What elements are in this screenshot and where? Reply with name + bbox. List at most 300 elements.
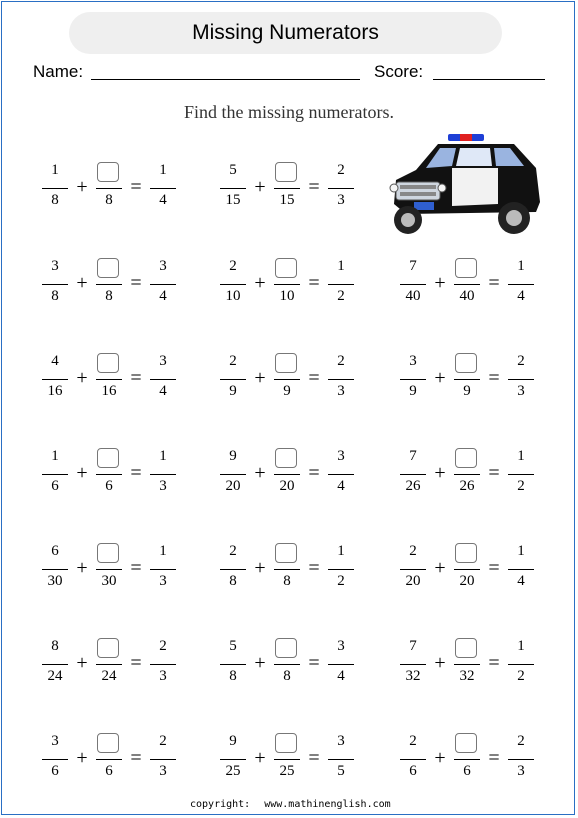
fraction-bar: [274, 188, 300, 189]
fraction-bar: [400, 379, 426, 380]
fraction-bar: [42, 284, 68, 285]
missing-fraction: [454, 541, 480, 601]
equals-sign: =: [488, 557, 500, 579]
denominator: 8: [229, 573, 237, 589]
plus-sign: +: [254, 462, 266, 484]
given-fraction: [400, 351, 426, 411]
answer-box[interactable]: [275, 162, 297, 182]
denominator: 32: [405, 668, 421, 684]
equals-sign: =: [308, 557, 320, 579]
missing-fraction: [454, 731, 480, 791]
fraction-bar: [508, 664, 534, 665]
given-fraction: [220, 256, 246, 316]
fraction-bar: [508, 284, 534, 285]
numerator: 9: [229, 448, 237, 464]
plus-sign: +: [434, 272, 446, 294]
missing-fraction: [274, 256, 300, 316]
numerator: 4: [51, 353, 59, 369]
numerator: 3: [337, 638, 345, 654]
fraction-bar: [508, 379, 534, 380]
denominator: 4: [517, 288, 525, 304]
fraction-bar: [220, 188, 246, 189]
fraction-problem: [400, 256, 550, 316]
numerator: 1: [517, 543, 525, 559]
denominator: 6: [105, 478, 113, 494]
result-fraction: [328, 446, 354, 506]
given-fraction: [42, 636, 68, 696]
fraction-problem: [42, 446, 192, 506]
numerator: 2: [229, 353, 237, 369]
page-title: Missing Numerators: [192, 21, 379, 44]
fraction-problem: [220, 541, 370, 601]
missing-fraction: [96, 541, 122, 601]
equals-sign: =: [130, 272, 142, 294]
denominator: 8: [229, 668, 237, 684]
fraction-bar: [328, 664, 354, 665]
copyright-label: copyright:: [190, 799, 251, 810]
denominator: 3: [159, 763, 167, 779]
fraction-problem: [220, 256, 370, 316]
equals-sign: =: [130, 747, 142, 769]
answer-box[interactable]: [97, 543, 119, 563]
numerator: 2: [337, 353, 345, 369]
denominator: 16: [47, 383, 63, 399]
plus-sign: +: [254, 652, 266, 674]
denominator: 20: [459, 573, 475, 589]
denominator: 30: [47, 573, 63, 589]
answer-box[interactable]: [455, 353, 477, 373]
numerator: 1: [517, 448, 525, 464]
result-fraction: [328, 731, 354, 791]
answer-box[interactable]: [97, 162, 119, 182]
answer-box[interactable]: [275, 448, 297, 468]
equals-sign: =: [308, 176, 320, 198]
denominator: 40: [459, 288, 475, 304]
given-fraction: [400, 446, 426, 506]
missing-fraction: [274, 160, 300, 220]
fraction-bar: [328, 284, 354, 285]
numerator: 3: [337, 733, 345, 749]
plus-sign: +: [76, 367, 88, 389]
denominator: 3: [337, 192, 345, 208]
score-field[interactable]: [433, 79, 545, 80]
numerator: 6: [51, 543, 59, 559]
plus-sign: +: [76, 557, 88, 579]
plus-sign: +: [434, 747, 446, 769]
denominator: 4: [337, 668, 345, 684]
denominator: 2: [517, 478, 525, 494]
given-fraction: [220, 636, 246, 696]
plus-sign: +: [76, 747, 88, 769]
fraction-bar: [150, 759, 176, 760]
numerator: 3: [159, 353, 167, 369]
denominator: 15: [225, 192, 241, 208]
fraction-bar: [96, 569, 122, 570]
result-fraction: [150, 731, 176, 791]
numerator: 1: [517, 258, 525, 274]
given-fraction: [42, 541, 68, 601]
numerator: 9: [229, 733, 237, 749]
answer-box[interactable]: [455, 733, 477, 753]
numerator: 2: [409, 733, 417, 749]
equals-sign: =: [488, 747, 500, 769]
missing-fraction: [274, 731, 300, 791]
numerator: 2: [229, 543, 237, 559]
fraction-bar: [150, 474, 176, 475]
fraction-bar: [508, 569, 534, 570]
footer-copyright: [190, 799, 391, 810]
plus-sign: +: [254, 747, 266, 769]
denominator: 20: [405, 573, 421, 589]
fraction-bar: [220, 569, 246, 570]
result-fraction: [328, 636, 354, 696]
fraction-problem: [400, 351, 550, 411]
numerator: 1: [159, 543, 167, 559]
denominator: 8: [283, 668, 291, 684]
denominator: 20: [279, 478, 295, 494]
missing-fraction: [274, 541, 300, 601]
given-fraction: [42, 160, 68, 220]
equals-sign: =: [130, 367, 142, 389]
fraction-bar: [96, 474, 122, 475]
denominator: 6: [51, 478, 59, 494]
name-field[interactable]: [91, 79, 360, 80]
missing-fraction: [454, 351, 480, 411]
fraction-bar: [454, 759, 480, 760]
result-fraction: [150, 636, 176, 696]
equals-sign: =: [308, 652, 320, 674]
fraction-problem: [400, 446, 550, 506]
denominator: 10: [225, 288, 241, 304]
answer-box[interactable]: [455, 448, 477, 468]
fraction-bar: [42, 379, 68, 380]
result-fraction: [328, 256, 354, 316]
fraction-bar: [42, 569, 68, 570]
denominator: 2: [337, 573, 345, 589]
denominator: 6: [51, 763, 59, 779]
missing-fraction: [274, 446, 300, 506]
numerator: 1: [337, 543, 345, 559]
result-fraction: [328, 160, 354, 220]
result-fraction: [150, 160, 176, 220]
result-fraction: [508, 731, 534, 791]
fraction-bar: [454, 474, 480, 475]
denominator: 24: [47, 668, 63, 684]
given-fraction: [400, 541, 426, 601]
fraction-bar: [328, 474, 354, 475]
fraction-bar: [274, 759, 300, 760]
denominator: 8: [105, 288, 113, 304]
footer-url[interactable]: www.mathinenglish.com: [264, 799, 391, 810]
fraction-problem: [400, 636, 550, 696]
fraction-bar: [274, 474, 300, 475]
plus-sign: +: [76, 272, 88, 294]
fraction-bar: [400, 284, 426, 285]
fraction-bar: [220, 474, 246, 475]
answer-box[interactable]: [97, 353, 119, 373]
denominator: 8: [283, 573, 291, 589]
equals-sign: =: [130, 176, 142, 198]
denominator: 4: [159, 192, 167, 208]
name-score-row: [33, 62, 553, 86]
denominator: 15: [279, 192, 295, 208]
fraction-problem: [220, 160, 370, 220]
instructions: Find the missing numerators.: [184, 102, 394, 122]
numerator: 1: [159, 448, 167, 464]
fraction-bar: [42, 664, 68, 665]
fraction-bar: [274, 379, 300, 380]
fraction-problem: [42, 731, 192, 791]
police-car-icon: [386, 132, 546, 242]
denominator: 9: [229, 383, 237, 399]
numerator: 2: [159, 733, 167, 749]
fraction-bar: [96, 664, 122, 665]
given-fraction: [42, 256, 68, 316]
missing-fraction: [96, 351, 122, 411]
numerator: 2: [517, 353, 525, 369]
result-fraction: [328, 351, 354, 411]
denominator: 16: [101, 383, 117, 399]
denominator: 4: [159, 383, 167, 399]
score-label: Score:: [374, 62, 424, 81]
denominator: 5: [337, 763, 345, 779]
given-fraction: [400, 636, 426, 696]
fraction-bar: [454, 664, 480, 665]
denominator: 3: [159, 478, 167, 494]
missing-fraction: [96, 256, 122, 316]
equals-sign: =: [488, 367, 500, 389]
numerator: 2: [159, 638, 167, 654]
denominator: 9: [283, 383, 291, 399]
fraction-bar: [220, 759, 246, 760]
fraction-problem: [220, 446, 370, 506]
missing-fraction: [274, 351, 300, 411]
denominator: 8: [51, 288, 59, 304]
plus-sign: +: [434, 462, 446, 484]
denominator: 25: [279, 763, 295, 779]
denominator: 3: [517, 763, 525, 779]
equals-sign: =: [308, 367, 320, 389]
result-fraction: [328, 541, 354, 601]
denominator: 3: [337, 383, 345, 399]
result-fraction: [150, 446, 176, 506]
name-label: Name:: [33, 62, 84, 81]
equals-sign: =: [488, 652, 500, 674]
fraction-bar: [328, 569, 354, 570]
fraction-bar: [454, 379, 480, 380]
fraction-bar: [274, 664, 300, 665]
answer-box[interactable]: [275, 543, 297, 563]
plus-sign: +: [76, 462, 88, 484]
denominator: 8: [105, 192, 113, 208]
numerator: 5: [229, 162, 237, 178]
answer-box[interactable]: [455, 258, 477, 278]
numerator: 1: [51, 448, 59, 464]
answer-box[interactable]: [455, 638, 477, 658]
equals-sign: =: [308, 462, 320, 484]
fraction-bar: [400, 474, 426, 475]
missing-fraction: [96, 731, 122, 791]
fraction-bar: [220, 284, 246, 285]
denominator: 26: [405, 478, 421, 494]
result-fraction: [150, 256, 176, 316]
denominator: 25: [225, 763, 241, 779]
fraction-bar: [400, 759, 426, 760]
numerator: 7: [409, 258, 417, 274]
numerator: 1: [517, 638, 525, 654]
missing-fraction: [96, 160, 122, 220]
fraction-problem: [220, 731, 370, 791]
missing-fraction: [454, 446, 480, 506]
fraction-bar: [274, 284, 300, 285]
denominator: 6: [409, 763, 417, 779]
equals-sign: =: [308, 747, 320, 769]
given-fraction: [42, 731, 68, 791]
answer-box[interactable]: [97, 638, 119, 658]
denominator: 4: [517, 573, 525, 589]
result-fraction: [150, 541, 176, 601]
denominator: 8: [51, 192, 59, 208]
fraction-problem: [220, 351, 370, 411]
fraction-bar: [220, 664, 246, 665]
denominator: 24: [101, 668, 117, 684]
fraction-bar: [42, 474, 68, 475]
fraction-bar: [96, 284, 122, 285]
denominator: 2: [337, 288, 345, 304]
equals-sign: =: [488, 462, 500, 484]
result-fraction: [508, 636, 534, 696]
result-fraction: [508, 351, 534, 411]
fraction-bar: [96, 379, 122, 380]
numerator: 2: [229, 258, 237, 274]
equals-sign: =: [130, 462, 142, 484]
answer-box[interactable]: [275, 733, 297, 753]
given-fraction: [220, 351, 246, 411]
numerator: 3: [51, 258, 59, 274]
denominator: 30: [101, 573, 117, 589]
fraction-bar: [508, 474, 534, 475]
numerator: 1: [337, 258, 345, 274]
denominator: 3: [517, 383, 525, 399]
given-fraction: [220, 541, 246, 601]
fraction-problem: [42, 256, 192, 316]
missing-fraction: [96, 446, 122, 506]
answer-box[interactable]: [97, 733, 119, 753]
numerator: 7: [409, 638, 417, 654]
equals-sign: =: [308, 272, 320, 294]
denominator: 3: [159, 668, 167, 684]
plus-sign: +: [254, 272, 266, 294]
denominator: 4: [159, 288, 167, 304]
fraction-bar: [150, 284, 176, 285]
fraction-bar: [328, 379, 354, 380]
numerator: 1: [159, 162, 167, 178]
fraction-bar: [508, 759, 534, 760]
missing-fraction: [96, 636, 122, 696]
given-fraction: [400, 256, 426, 316]
denominator: 6: [105, 763, 113, 779]
numerator: 8: [51, 638, 59, 654]
fraction-bar: [400, 664, 426, 665]
denominator: 40: [405, 288, 421, 304]
equals-sign: =: [130, 652, 142, 674]
fraction-problem: [42, 351, 192, 411]
fraction-problem: [42, 541, 192, 601]
numerator: 1: [51, 162, 59, 178]
fraction-bar: [150, 188, 176, 189]
plus-sign: +: [254, 367, 266, 389]
numerator: 5: [229, 638, 237, 654]
fraction-bar: [96, 759, 122, 760]
plus-sign: +: [434, 367, 446, 389]
answer-box[interactable]: [275, 638, 297, 658]
fraction-problem: [400, 731, 550, 791]
fraction-bar: [454, 284, 480, 285]
result-fraction: [150, 351, 176, 411]
numerator: 2: [517, 733, 525, 749]
numerator: 3: [51, 733, 59, 749]
answer-box[interactable]: [275, 353, 297, 373]
numerator: 2: [409, 543, 417, 559]
plus-sign: +: [76, 176, 88, 198]
fraction-problem: [400, 541, 550, 601]
answer-box[interactable]: [97, 258, 119, 278]
equals-sign: =: [488, 272, 500, 294]
fraction-problem: [42, 636, 192, 696]
fraction-bar: [328, 759, 354, 760]
answer-box[interactable]: [97, 448, 119, 468]
fraction-bar: [42, 188, 68, 189]
given-fraction: [220, 731, 246, 791]
fraction-bar: [150, 664, 176, 665]
fraction-bar: [400, 569, 426, 570]
denominator: 32: [459, 668, 475, 684]
given-fraction: [220, 446, 246, 506]
given-fraction: [42, 351, 68, 411]
answer-box[interactable]: [275, 258, 297, 278]
fraction-bar: [96, 188, 122, 189]
numerator: 2: [337, 162, 345, 178]
denominator: 9: [409, 383, 417, 399]
missing-fraction: [454, 636, 480, 696]
denominator: 20: [225, 478, 241, 494]
title-banner: [69, 12, 502, 54]
denominator: 26: [459, 478, 475, 494]
missing-fraction: [274, 636, 300, 696]
denominator: 4: [337, 478, 345, 494]
numerator: 3: [337, 448, 345, 464]
numerator: 7: [409, 448, 417, 464]
missing-fraction: [454, 256, 480, 316]
denominator: 6: [463, 763, 471, 779]
denominator: 2: [517, 668, 525, 684]
given-fraction: [220, 160, 246, 220]
fraction-bar: [274, 569, 300, 570]
numerator: 3: [409, 353, 417, 369]
fraction-problem: [220, 636, 370, 696]
fraction-bar: [220, 379, 246, 380]
fraction-bar: [328, 188, 354, 189]
fraction-bar: [42, 759, 68, 760]
plus-sign: +: [434, 557, 446, 579]
plus-sign: +: [434, 652, 446, 674]
plus-sign: +: [254, 176, 266, 198]
result-fraction: [508, 541, 534, 601]
result-fraction: [508, 446, 534, 506]
answer-box[interactable]: [455, 543, 477, 563]
plus-sign: +: [76, 652, 88, 674]
given-fraction: [400, 731, 426, 791]
